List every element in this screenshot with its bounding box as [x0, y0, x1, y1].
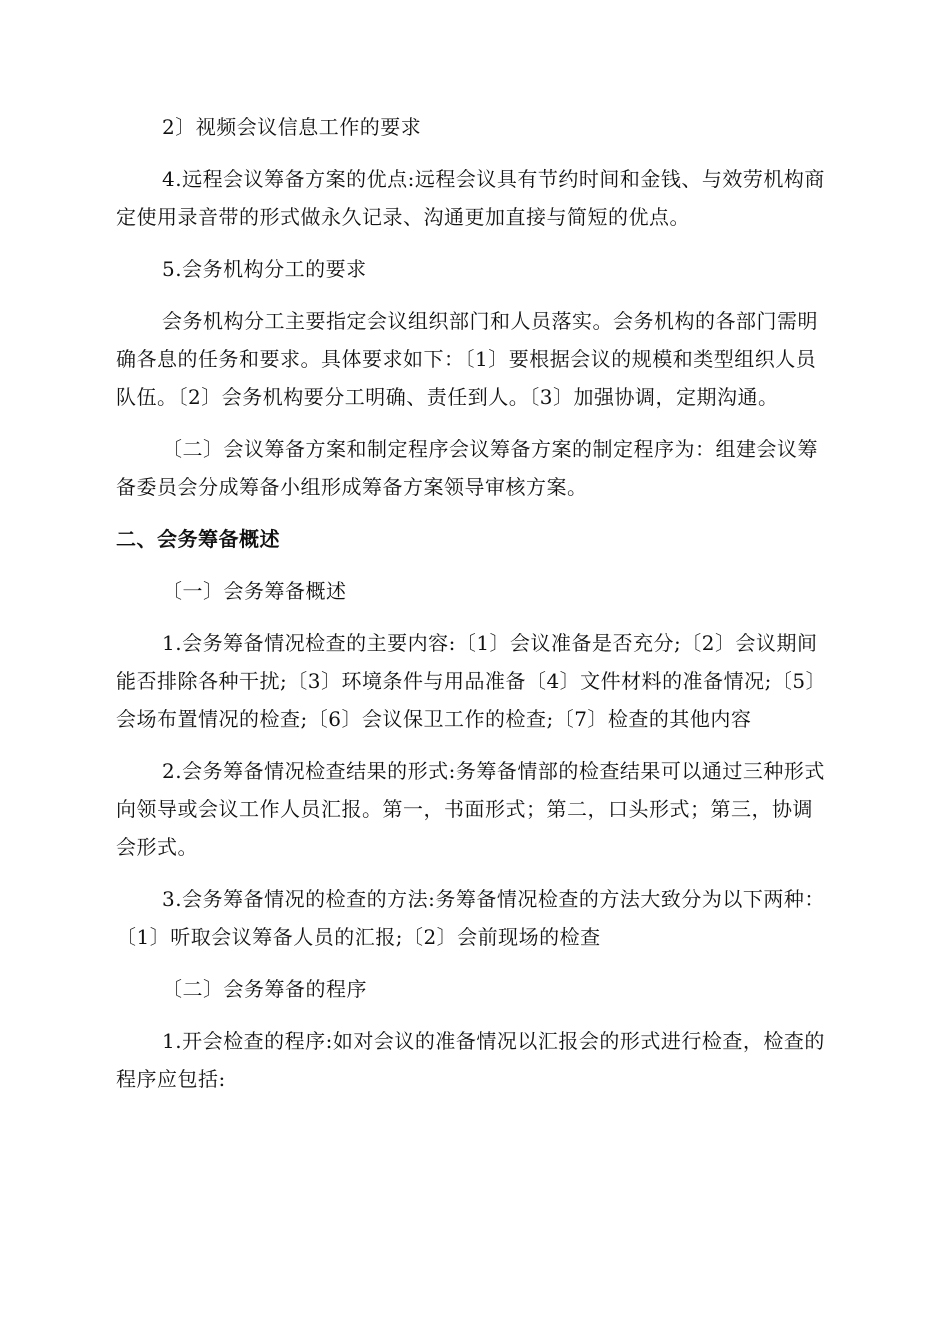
paragraph-division-requirements-title: 5.会务机构分工的要求 — [162, 257, 367, 281]
paragraph-inspection-methods: 3.会务筹备情况的检查的方法:务筹备情况检查的方法大致分为以下两种：〔1〕听取会议筹备人员的汇报;〔2〕会前现场的检查 — [116, 887, 825, 949]
section-heading-overview: 二、会务筹备概述 — [116, 527, 280, 551]
subsection-heading-procedure: 〔二〕会务筹备的程序 — [162, 977, 367, 1001]
paragraph-remote-meeting-advantages: 4.远程会议筹备方案的优点:远程会议具有节约时间和金钱、与效劳机构商定使用录音带的形式做永久记录、沟通更加直接与简短的优点。 — [116, 167, 825, 229]
paragraph-meeting-inspection-procedure: 1.开会检查的程序:如对会议的准备情况以汇报会的形式进行检查，检查的程序应包括: — [116, 1029, 825, 1091]
paragraph-inspection-content: 1.会务筹备情况检查的主要内容:〔1〕会议准备是否充分;〔2〕会议期间能否排除各种干扰;〔3〕环境条件与用品准备〔4〕文件材料的准备情况;〔5〕会场布置情况的检查;〔6〕会议保卫工作的检查;〔7〕检查的其他内容 — [116, 631, 827, 731]
subsection-heading-overview: 〔一〕会务筹备概述 — [162, 579, 347, 603]
paragraph-inspection-result-forms: 2.会务筹备情况检查结果的形式:务筹备情部的检查结果可以通过三种形式向领导或会议工作人员汇报。第一，书面形式；第二，口头形式；第三，协调会形式。 — [116, 759, 825, 859]
paragraph-video-meeting-requirements: 2〕视频会议信息工作的要求 — [162, 115, 422, 139]
paragraph-preparation-procedure: 〔二〕会议筹备方案和制定程序会议筹备方案的制定程序为：组建会议筹备委员会分成筹备小组形成筹备方案领导审核方案。 — [116, 437, 818, 499]
paragraph-division-requirements-body: 会务机构分工主要指定会议组织部门和人员落实。会务机构的各部门需明确各息的任务和要求。具体要求如下：〔1〕要根据会议的规模和类型组织人员队伍。〔2〕会务机构要分工明确、责任到人。〔3〕加强协调，定期沟通。 — [116, 309, 818, 409]
